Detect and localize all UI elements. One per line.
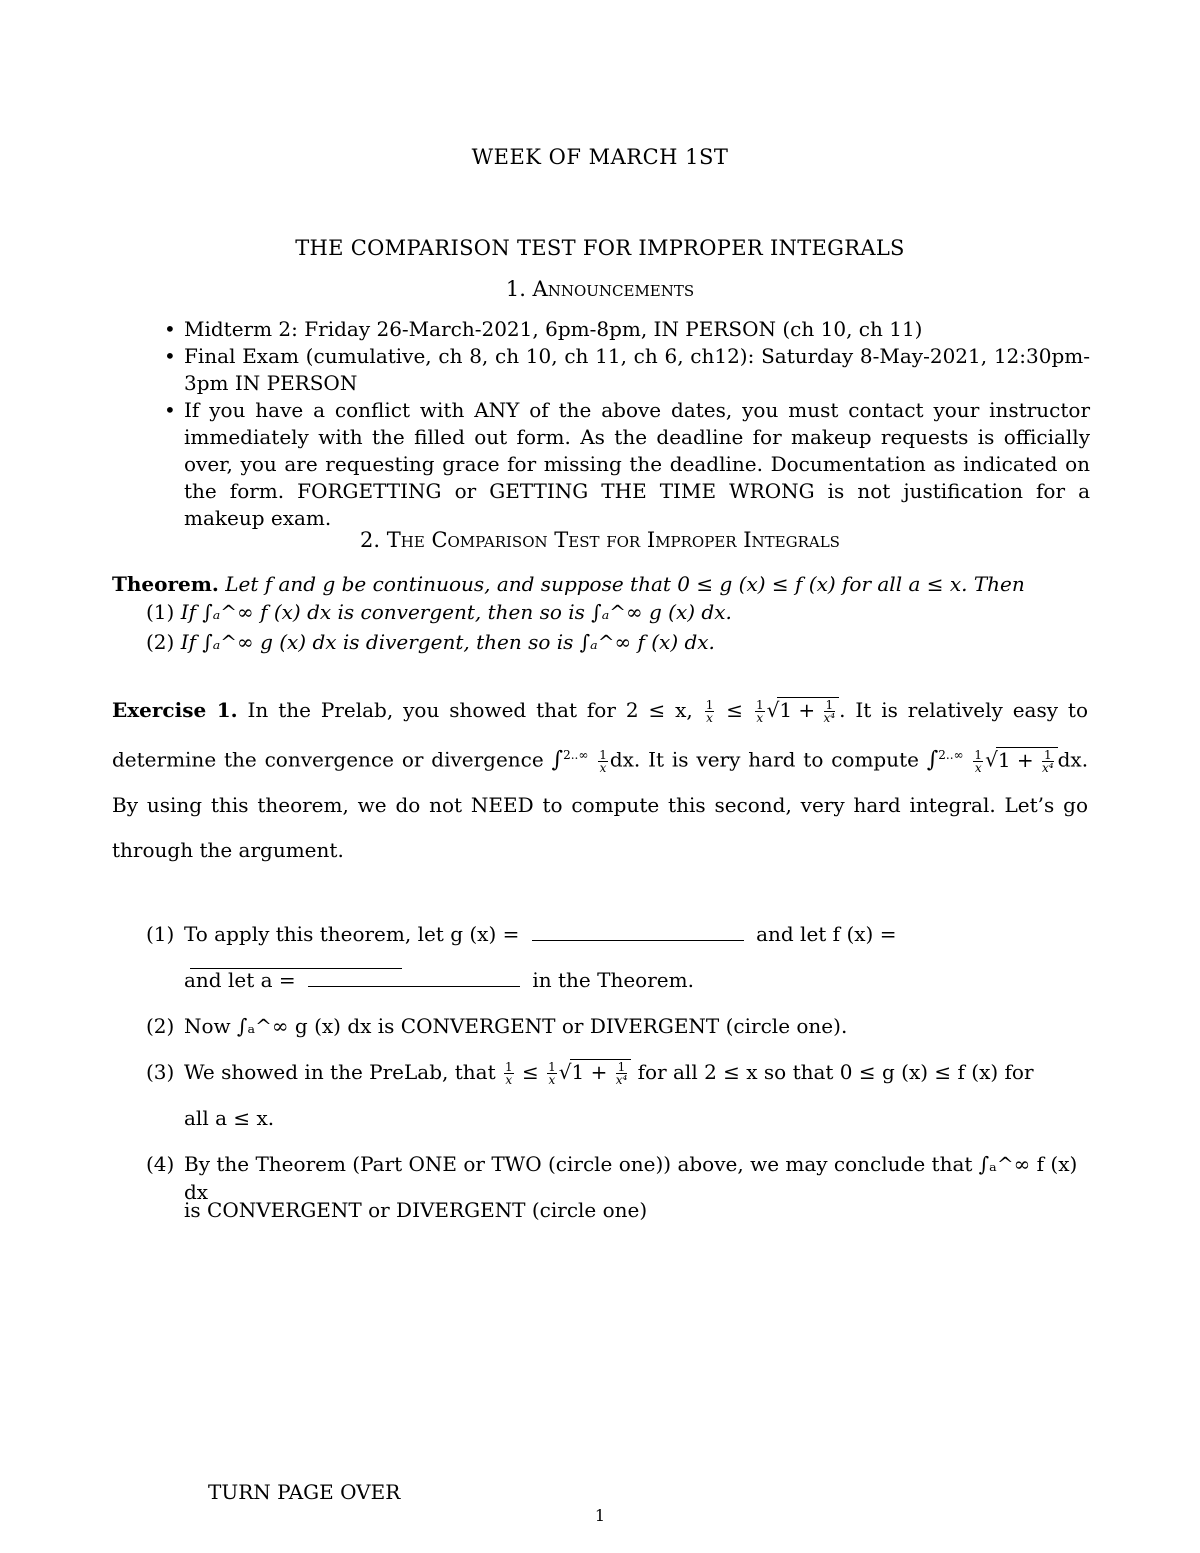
- integral-icon: ∫: [551, 747, 564, 773]
- section-heading-announcements: 1. Announcements: [505, 277, 695, 301]
- radical-icon: √: [558, 1060, 572, 1084]
- bullet-icon: •: [164, 398, 176, 422]
- fraction-one-over-x: $\frac{1}{x}$: [705, 698, 714, 725]
- list-item: • If you have a conflict with ANY of the above dates, you must contact your instructor immediately with the filled out form. As the deadline for makeup requests is officially over, you are requesting grace for missing the deadline. Documentation as indicated on the form. FORGETTING or GETTING THE TIME WRONG is not justification for a makeup exam.: [164, 398, 1090, 530]
- document-title: WEEK OF MARCH 1ST: [471, 145, 729, 169]
- theorem-text: Let f and g be continuous, and suppose that 0 ≤ g (x) ≤ f (x) for all a ≤ x. Then: [225, 572, 1025, 596]
- theorem-item-1: (1) If ∫ₐ^∞ f (x) dx is convergent, then so is ∫ₐ^∞ g (x) dx.: [146, 600, 732, 624]
- announcement-list: [160, 316, 1090, 532]
- blank-a-field[interactable]: [308, 968, 520, 987]
- section-heading-comparison-test: 2. The Comparison Test for Improper Integrals: [360, 528, 840, 552]
- document-page: WEEK OF MARCH 1ST THE COMPARISON TEST FOR IMPROPER INTEGRALS 1. Announcements • Midterm 2: Friday 26-March-2021, 6pm-8pm, IN PERSON (ch 10, ch 11) • Final Exam (cumulative, ch 8, ch 10, ch 11, ch 6, ch12): Saturday 8-May-2021, 12:30pm-3pm IN PERSON • If you have a conflict with ANY of the above dates, you must contact your instructor immediately with the filled out form. As the deadline for makeup requests is officially over, you are requesting grace for missing the deadline. Documentation as indicated on the form. FORGETTING or GETTING THE TIME WRONG is not justification for a makeup exam. 2. The Comparison Test for Improper Integrals Theorem. Let f and g be continuous, and suppose that 0 ≤ g (x) ≤ f (x) for all a ≤ x. Then (1) If ∫ₐ^∞ f (x) dx is convergent, then so is ∫ₐ^∞ g (x) dx. (2) If ∫ₐ^∞ g (x) dx is divergent, then so is ∫ₐ^∞ f (x) dx. Exercise 1. In the Prelab, you showed that for 2 ≤ x, $\frac{1}{x}$ ≤ $\frac{1}{x}$ √1 + $\frac{1}{\text{x⁴}}$ . It is relatively easy to determine the convergence or divergence ∫$^{2..\infty}$ $\frac{1}{x}$ dx. It is very hard to compute ∫$^{2..\infty}$ $\frac{1}{x}$ √1 + $\frac{1}{\text{x⁴}}$ dx. By using this theorem, we do not NEED to compute this second, very hard integral. Let’s go through the argument. (1) To apply this theorem, let g (x) = and let f (x) = and let a = in the Theorem. (2) Now ∫ₐ^∞ g (x) dx is CONVERGENT or DIVERGENT (circle one). (3) We showed in the PreLab, that $\frac{1}{x}$ ≤ $\frac{1}{x}$ √1 + $\frac{1}{\text{x⁴}}$ for all 2 ≤ x so that 0 ≤ g (x) ≤ f (x) for all a ≤ x. (4) By the Theorem (Part ONE or TWO (circle one)) above, we may conclude that ∫ₐ^∞ f (x) dx is CONVERGENT or DIVERGENT (circle one) TURN PAGE OVER 1: [0, 0, 1200, 1553]
- list-item: • Final Exam (cumulative, ch 8, ch 10, ch 11, ch 6, ch12): Saturday 8-May-2021, 12:30pm-3pm IN PERSON: [164, 344, 1090, 395]
- integral-icon: ∫: [926, 747, 939, 773]
- theorem-label: Theorem.: [112, 572, 219, 596]
- bullet-icon: •: [164, 317, 176, 341]
- page-number: 1: [594, 1506, 606, 1525]
- radical-icon: √: [985, 747, 998, 772]
- bullet-icon: •: [164, 344, 176, 368]
- list-item: • Midterm 2: Friday 26-March-2021, 6pm-8pm, IN PERSON (ch 10, ch 11): [164, 317, 923, 341]
- exercise-paragraph: Exercise 1. In the Prelab, you showed that for 2 ≤ x, $\frac{1}{x}$ ≤ $\frac{1}{x}$ √1 + $\frac{1}{\text{x⁴}}$ . It is relatively easy to determine the convergence or divergence ∫$^{2..\infty}$ $\frac{1}{x}$ dx. It is very hard to compute ∫$^{2..\infty}$ $\frac{1}{x}$ √1 + $\frac{1}{\text{x⁴}}$ dx. By using this theorem, we do not NEED to compute this second, very hard integral. Let’s go through the argument.: [112, 698, 1089, 862]
- turn-page-over-note: TURN PAGE OVER: [208, 1480, 401, 1504]
- blank-g-field[interactable]: [532, 922, 744, 941]
- radical-icon: √: [766, 698, 780, 722]
- sqrt-expression: 1 + $\frac{1}{\text{x⁴}}$: [777, 697, 839, 724]
- exercise-label: Exercise 1.: [112, 698, 238, 722]
- theorem-item-2: (2) If ∫ₐ^∞ g (x) dx is divergent, then so is ∫ₐ^∞ f (x) dx.: [146, 630, 715, 654]
- document-subtitle: THE COMPARISON TEST FOR IMPROPER INTEGRALS: [295, 236, 905, 260]
- theorem-statement: [112, 570, 1092, 598]
